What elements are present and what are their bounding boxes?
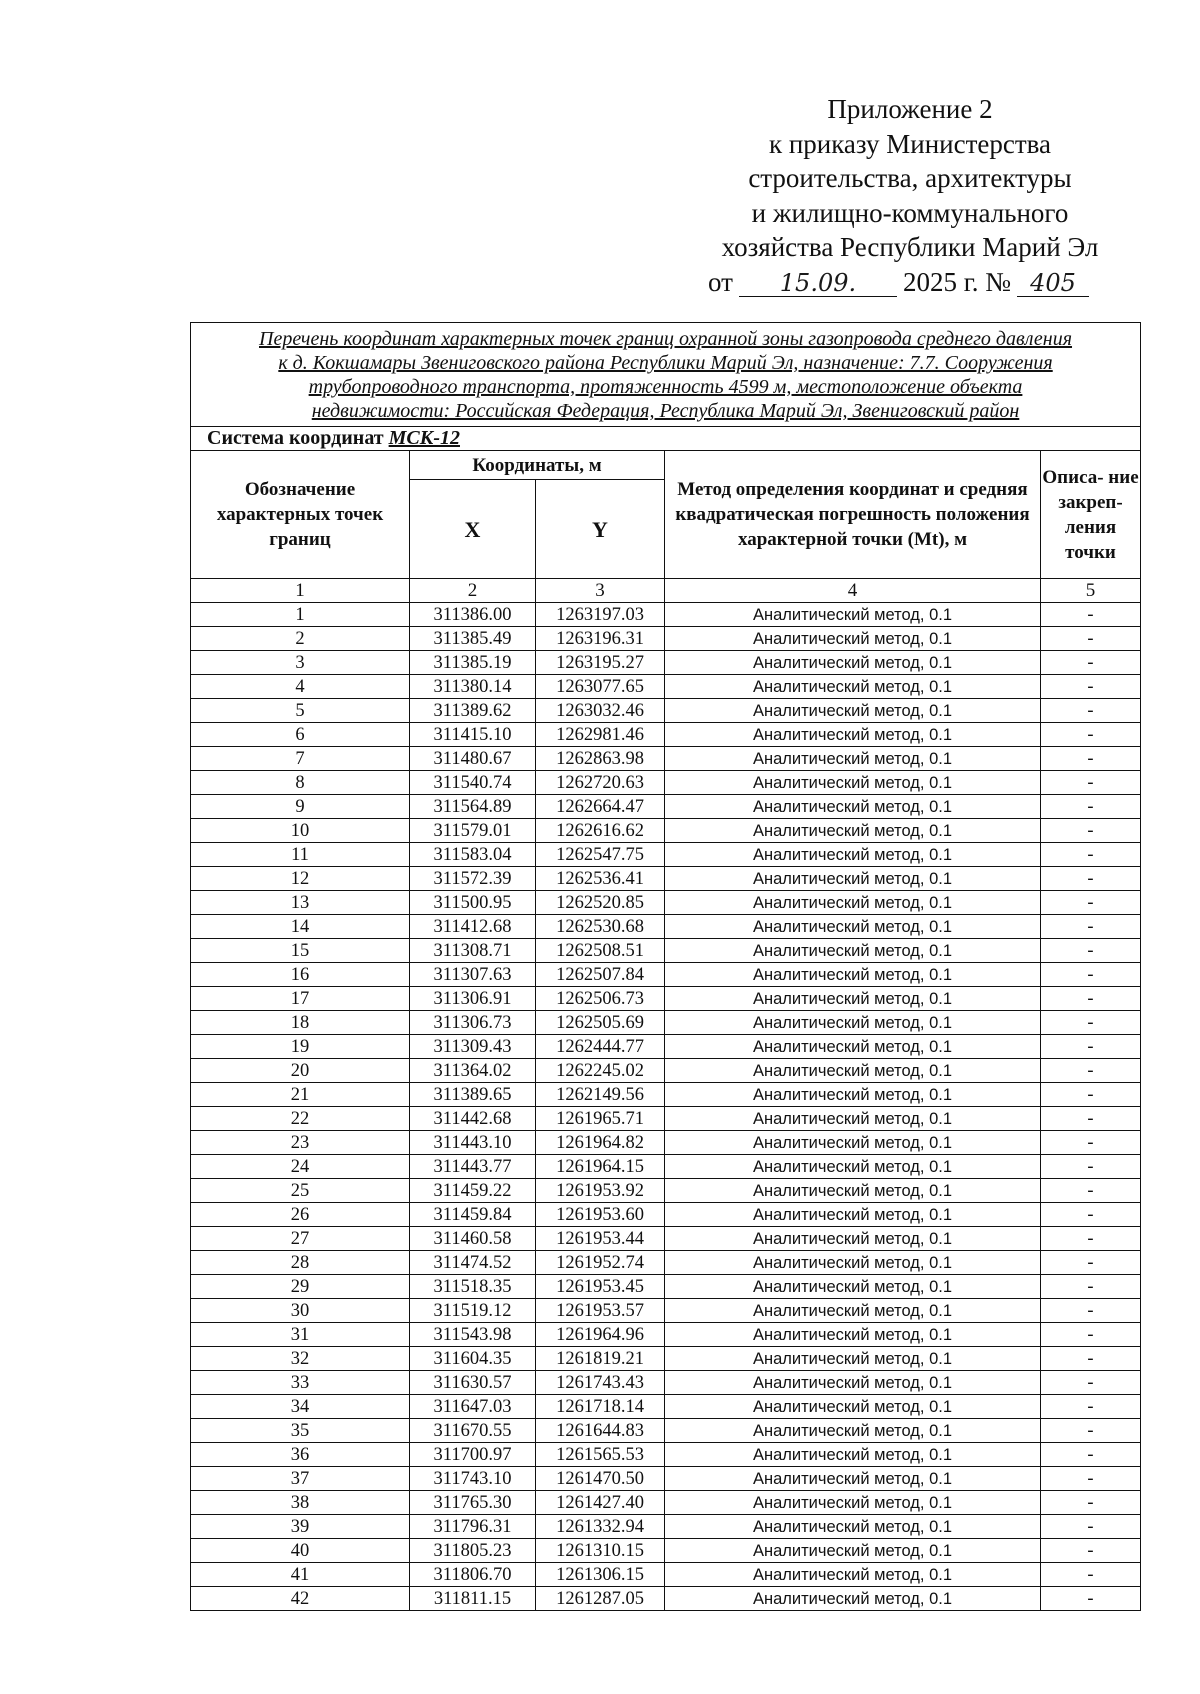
y-coordinate-cell: 1261743.43 [536,1371,665,1395]
header-coordinates: Координаты, м [410,451,665,480]
x-coordinate-cell: 311460.58 [410,1227,536,1251]
method-cell: Аналитический метод, 0.1 [665,1539,1041,1563]
y-coordinate-cell: 1261427.40 [536,1491,665,1515]
method-cell: Аналитический метод, 0.1 [665,1467,1041,1491]
table-row [191,1131,1141,1155]
point-number-cell: 29 [191,1275,410,1299]
y-coordinate-cell: 1261953.44 [536,1227,665,1251]
point-number-cell: 3 [191,651,410,675]
description-cell: - [1041,1059,1141,1083]
x-coordinate-cell: 311385.19 [410,651,536,675]
method-cell: Аналитический метод, 0.1 [665,1011,1041,1035]
x-coordinate-cell: 311583.04 [410,843,536,867]
method-cell: Аналитический метод, 0.1 [665,1587,1041,1611]
column-number: 4 [665,579,1041,603]
description-cell: - [1041,1011,1141,1035]
table-row [191,1443,1141,1467]
method-cell: Аналитический метод, 0.1 [665,891,1041,915]
y-coordinate-cell: 1263077.65 [536,675,665,699]
x-coordinate-cell: 311459.22 [410,1179,536,1203]
annex-line: и жилищно-коммунального [751,197,1069,228]
y-coordinate-cell: 1262720.63 [536,771,665,795]
table-row [191,915,1141,939]
x-coordinate-cell: 311806.70 [410,1563,536,1587]
x-coordinate-cell: 311385.49 [410,627,536,651]
x-coordinate-cell: 311306.91 [410,987,536,1011]
x-coordinate-cell: 311443.77 [410,1155,536,1179]
method-cell: Аналитический метод, 0.1 [665,771,1041,795]
table-title [191,323,1141,427]
coordinate-system-row [191,427,1141,451]
description-cell: - [1041,867,1141,891]
table-row [191,675,1141,699]
point-number-cell: 37 [191,1467,410,1491]
point-number-cell: 24 [191,1155,410,1179]
x-coordinate-cell: 311540.74 [410,771,536,795]
annex-header [700,92,1120,299]
x-coordinate-cell: 311474.52 [410,1251,536,1275]
method-cell: Аналитический метод, 0.1 [665,1131,1041,1155]
point-number-cell: 42 [191,1587,410,1611]
description-cell: - [1041,1395,1141,1419]
description-cell: - [1041,987,1141,1011]
table-row [191,1299,1141,1323]
x-coordinate-cell: 311543.98 [410,1323,536,1347]
point-number-cell: 31 [191,1323,410,1347]
description-cell: - [1041,747,1141,771]
method-cell: Аналитический метод, 0.1 [665,819,1041,843]
description-cell: - [1041,699,1141,723]
x-coordinate-cell: 311700.97 [410,1443,536,1467]
method-cell: Аналитический метод, 0.1 [665,1347,1041,1371]
order-date-line [700,265,1120,300]
table-row [191,1275,1141,1299]
y-coordinate-cell: 1262981.46 [536,723,665,747]
point-number-cell: 14 [191,915,410,939]
point-number-cell: 11 [191,843,410,867]
table-row [191,723,1141,747]
annex-line: хозяйства Республики Марий Эл [721,232,1099,262]
point-number-cell: 41 [191,1563,410,1587]
method-cell: Аналитический метод, 0.1 [665,627,1041,651]
coordinate-system-value: МСК-12 [388,427,460,449]
table-row [191,1539,1141,1563]
description-cell: - [1041,651,1141,675]
x-coordinate-cell: 311380.14 [410,675,536,699]
y-coordinate-cell: 1262444.77 [536,1035,665,1059]
x-coordinate-cell: 311389.65 [410,1083,536,1107]
table-row [191,651,1141,675]
y-coordinate-cell: 1262507.84 [536,963,665,987]
description-cell: - [1041,915,1141,939]
point-number-cell: 34 [191,1395,410,1419]
method-cell: Аналитический метод, 0.1 [665,1443,1041,1467]
description-cell: - [1041,627,1141,651]
x-coordinate-cell: 311765.30 [410,1491,536,1515]
y-coordinate-cell: 1261953.92 [536,1179,665,1203]
table-row [191,1179,1141,1203]
table-row [191,819,1141,843]
table-row [191,1587,1141,1611]
table-row [191,1371,1141,1395]
y-coordinate-cell: 1261718.14 [536,1395,665,1419]
method-cell: Аналитический метод, 0.1 [665,963,1041,987]
point-number-cell: 12 [191,867,410,891]
y-coordinate-cell: 1262547.75 [536,843,665,867]
x-coordinate-cell: 311306.73 [410,1011,536,1035]
description-cell: - [1041,1179,1141,1203]
point-number-cell: 26 [191,1203,410,1227]
x-coordinate-cell: 311412.68 [410,915,536,939]
method-cell: Аналитический метод, 0.1 [665,1419,1041,1443]
annex-line: Приложение 2 [827,94,993,124]
table-title-line: недвижимости: Российская Федерация, Республика Марий Эл, Звениговский район [311,400,1020,422]
x-coordinate-cell: 311389.62 [410,699,536,723]
point-number-cell: 23 [191,1131,410,1155]
y-coordinate-cell: 1262508.51 [536,939,665,963]
description-cell: - [1041,1515,1141,1539]
table-row [191,987,1141,1011]
method-cell: Аналитический метод, 0.1 [665,651,1041,675]
method-cell: Аналитический метод, 0.1 [665,795,1041,819]
x-coordinate-cell: 311518.35 [410,1275,536,1299]
table-row [191,963,1141,987]
point-number-cell: 21 [191,1083,410,1107]
x-coordinate-cell: 311630.57 [410,1371,536,1395]
header-point: Обозначение характерных точек границ [191,451,410,579]
table-row [191,1347,1141,1371]
point-number-cell: 30 [191,1299,410,1323]
point-number-cell: 2 [191,627,410,651]
y-coordinate-cell: 1262863.98 [536,747,665,771]
x-coordinate-cell: 311796.31 [410,1515,536,1539]
x-coordinate-cell: 311415.10 [410,723,536,747]
point-number-cell: 20 [191,1059,410,1083]
description-cell: - [1041,1539,1141,1563]
header-method: Метод определения координат и средняя квадратическая погрешность положения характерной точки (Mt), м [665,451,1041,579]
description-cell: - [1041,1083,1141,1107]
description-cell: - [1041,891,1141,915]
y-coordinate-cell: 1261964.15 [536,1155,665,1179]
description-cell: - [1041,1227,1141,1251]
x-coordinate-cell: 311579.01 [410,819,536,843]
method-cell: Аналитический метод, 0.1 [665,915,1041,939]
y-coordinate-cell: 1262616.62 [536,819,665,843]
coordinates-table [190,322,1141,1611]
description-cell: - [1041,1347,1141,1371]
table-row [191,1035,1141,1059]
annex-line: строительства, архитектуры [748,163,1072,193]
description-cell: - [1041,603,1141,627]
method-cell: Аналитический метод, 0.1 [665,987,1041,1011]
description-cell: - [1041,1443,1141,1467]
method-cell: Аналитический метод, 0.1 [665,1395,1041,1419]
method-cell: Аналитический метод, 0.1 [665,1515,1041,1539]
coordinate-system-label: Система координат [207,427,384,449]
point-number-cell: 16 [191,963,410,987]
point-number-cell: 13 [191,891,410,915]
point-number-cell: 19 [191,1035,410,1059]
x-coordinate-cell: 311459.84 [410,1203,536,1227]
method-cell: Аналитический метод, 0.1 [665,1155,1041,1179]
method-cell: Аналитический метод, 0.1 [665,1227,1041,1251]
x-coordinate-cell: 311564.89 [410,795,536,819]
table-row [191,891,1141,915]
point-number-cell: 25 [191,1179,410,1203]
x-coordinate-cell: 311500.95 [410,891,536,915]
point-number-cell: 35 [191,1419,410,1443]
x-coordinate-cell: 311442.68 [410,1107,536,1131]
table-row [191,1107,1141,1131]
point-number-cell: 39 [191,1515,410,1539]
description-cell: - [1041,1587,1141,1611]
y-coordinate-cell: 1261644.83 [536,1419,665,1443]
y-coordinate-cell: 1261953.45 [536,1275,665,1299]
method-cell: Аналитический метод, 0.1 [665,1107,1041,1131]
y-coordinate-cell: 1262530.68 [536,915,665,939]
x-coordinate-cell: 311364.02 [410,1059,536,1083]
y-coordinate-cell: 1262536.41 [536,867,665,891]
x-coordinate-cell: 311308.71 [410,939,536,963]
method-cell: Аналитический метод, 0.1 [665,1035,1041,1059]
x-coordinate-cell: 311811.15 [410,1587,536,1611]
table-row [191,603,1141,627]
x-coordinate-cell: 311743.10 [410,1467,536,1491]
method-cell: Аналитический метод, 0.1 [665,1059,1041,1083]
table-row [191,1083,1141,1107]
method-cell: Аналитический метод, 0.1 [665,1083,1041,1107]
column-number: 5 [1041,579,1141,603]
method-cell: Аналитический метод, 0.1 [665,1371,1041,1395]
point-number-cell: 38 [191,1491,410,1515]
method-cell: Аналитический метод, 0.1 [665,1179,1041,1203]
method-cell: Аналитический метод, 0.1 [665,699,1041,723]
method-cell: Аналитический метод, 0.1 [665,1251,1041,1275]
table-row [191,771,1141,795]
description-cell: - [1041,1251,1141,1275]
table-row [191,795,1141,819]
y-coordinate-cell: 1261310.15 [536,1539,665,1563]
y-coordinate-cell: 1262506.73 [536,987,665,1011]
point-number-cell: 33 [191,1371,410,1395]
table-row [191,747,1141,771]
x-coordinate-cell: 311604.35 [410,1347,536,1371]
point-number-cell: 36 [191,1443,410,1467]
y-coordinate-cell: 1261287.05 [536,1587,665,1611]
column-number: 1 [191,579,410,603]
x-coordinate-cell: 311670.55 [410,1419,536,1443]
table-row [191,1563,1141,1587]
from-label: от [708,266,733,297]
table-row [191,1155,1141,1179]
table-row [191,1515,1141,1539]
point-number-cell: 18 [191,1011,410,1035]
table-row [191,1011,1141,1035]
description-cell: - [1041,795,1141,819]
method-cell: Аналитический метод, 0.1 [665,747,1041,771]
description-cell: - [1041,1419,1141,1443]
method-cell: Аналитический метод, 0.1 [665,843,1041,867]
description-cell: - [1041,1131,1141,1155]
y-coordinate-cell: 1263197.03 [536,603,665,627]
order-date-handwritten: 15.09. [739,270,897,297]
table-title-line: к д. Кокшамары Звениговского района Республики Марий Эл, назначение: 7.7. Сооружения [278,352,1053,374]
method-cell: Аналитический метод, 0.1 [665,1299,1041,1323]
y-coordinate-cell: 1261952.74 [536,1251,665,1275]
point-number-cell: 5 [191,699,410,723]
point-number-cell: 28 [191,1251,410,1275]
table-row [191,1251,1141,1275]
y-coordinate-cell: 1263195.27 [536,651,665,675]
order-number-handwritten: 405 [1017,270,1089,297]
header-description: Описа- ние закреп- ления точки [1041,451,1141,579]
description-cell: - [1041,1563,1141,1587]
column-number: 2 [410,579,536,603]
x-coordinate-cell: 311519.12 [410,1299,536,1323]
point-number-cell: 22 [191,1107,410,1131]
x-coordinate-cell: 311309.43 [410,1035,536,1059]
point-number-cell: 40 [191,1539,410,1563]
point-number-cell: 8 [191,771,410,795]
y-coordinate-cell: 1262505.69 [536,1011,665,1035]
annex-line: к приказу Министерства [768,128,1052,159]
y-coordinate-cell: 1261953.60 [536,1203,665,1227]
method-cell: Аналитический метод, 0.1 [665,603,1041,627]
table-row [191,843,1141,867]
point-number-cell: 1 [191,603,410,627]
header-y: Y [536,480,665,579]
x-coordinate-cell: 311307.63 [410,963,536,987]
y-coordinate-cell: 1261470.50 [536,1467,665,1491]
point-number-cell: 4 [191,675,410,699]
table-row [191,939,1141,963]
table-row [191,627,1141,651]
point-number-cell: 17 [191,987,410,1011]
table-row [191,1395,1141,1419]
point-number-cell: 9 [191,795,410,819]
description-cell: - [1041,723,1141,747]
table-row [191,867,1141,891]
description-cell: - [1041,771,1141,795]
y-coordinate-cell: 1261964.96 [536,1323,665,1347]
description-cell: - [1041,1467,1141,1491]
y-coordinate-cell: 1262664.47 [536,795,665,819]
point-number-cell: 10 [191,819,410,843]
point-number-cell: 32 [191,1347,410,1371]
point-number-cell: 7 [191,747,410,771]
y-coordinate-cell: 1263196.31 [536,627,665,651]
description-cell: - [1041,1035,1141,1059]
y-coordinate-cell: 1261965.71 [536,1107,665,1131]
description-cell: - [1041,1323,1141,1347]
method-cell: Аналитический метод, 0.1 [665,1275,1041,1299]
y-coordinate-cell: 1262149.56 [536,1083,665,1107]
method-cell: Аналитический метод, 0.1 [665,723,1041,747]
method-cell: Аналитический метод, 0.1 [665,1323,1041,1347]
x-coordinate-cell: 311805.23 [410,1539,536,1563]
table-row [191,1467,1141,1491]
table-row [191,1323,1141,1347]
method-cell: Аналитический метод, 0.1 [665,939,1041,963]
y-coordinate-cell: 1262520.85 [536,891,665,915]
table-row [191,699,1141,723]
y-coordinate-cell: 1263032.46 [536,699,665,723]
description-cell: - [1041,1203,1141,1227]
table-row [191,1419,1141,1443]
method-cell: Аналитический метод, 0.1 [665,1491,1041,1515]
table-row [191,1203,1141,1227]
description-cell: - [1041,1491,1141,1515]
table-row [191,1491,1141,1515]
method-cell: Аналитический метод, 0.1 [665,1563,1041,1587]
x-coordinate-cell: 311480.67 [410,747,536,771]
method-cell: Аналитический метод, 0.1 [665,867,1041,891]
description-cell: - [1041,1107,1141,1131]
description-cell: - [1041,963,1141,987]
description-cell: - [1041,819,1141,843]
y-coordinate-cell: 1261964.82 [536,1131,665,1155]
y-coordinate-cell: 1261953.57 [536,1299,665,1323]
y-coordinate-cell: 1262245.02 [536,1059,665,1083]
x-coordinate-cell: 311647.03 [410,1395,536,1419]
description-cell: - [1041,1299,1141,1323]
description-cell: - [1041,843,1141,867]
table-row [191,1059,1141,1083]
order-year-number-label: 2025 г. № [902,266,1011,297]
x-coordinate-cell: 311386.00 [410,603,536,627]
description-cell: - [1041,675,1141,699]
description-cell: - [1041,1275,1141,1299]
description-cell: - [1041,939,1141,963]
table-row [191,1227,1141,1251]
table-title-line: трубопроводного транспорта, протяженность 4599 м, местоположение объекта [308,376,1023,398]
y-coordinate-cell: 1261306.15 [536,1563,665,1587]
point-number-cell: 15 [191,939,410,963]
x-coordinate-cell: 311443.10 [410,1131,536,1155]
method-cell: Аналитический метод, 0.1 [665,1203,1041,1227]
column-number: 3 [536,579,665,603]
table-title-line: Перечень координат характерных точек границ охранной зоны газопровода среднего давления [259,328,1073,350]
header-x: X [410,480,536,579]
y-coordinate-cell: 1261819.21 [536,1347,665,1371]
point-number-cell: 6 [191,723,410,747]
method-cell: Аналитический метод, 0.1 [665,675,1041,699]
y-coordinate-cell: 1261332.94 [536,1515,665,1539]
point-number-cell: 27 [191,1227,410,1251]
x-coordinate-cell: 311572.39 [410,867,536,891]
description-cell: - [1041,1155,1141,1179]
description-cell: - [1041,1371,1141,1395]
y-coordinate-cell: 1261565.53 [536,1443,665,1467]
